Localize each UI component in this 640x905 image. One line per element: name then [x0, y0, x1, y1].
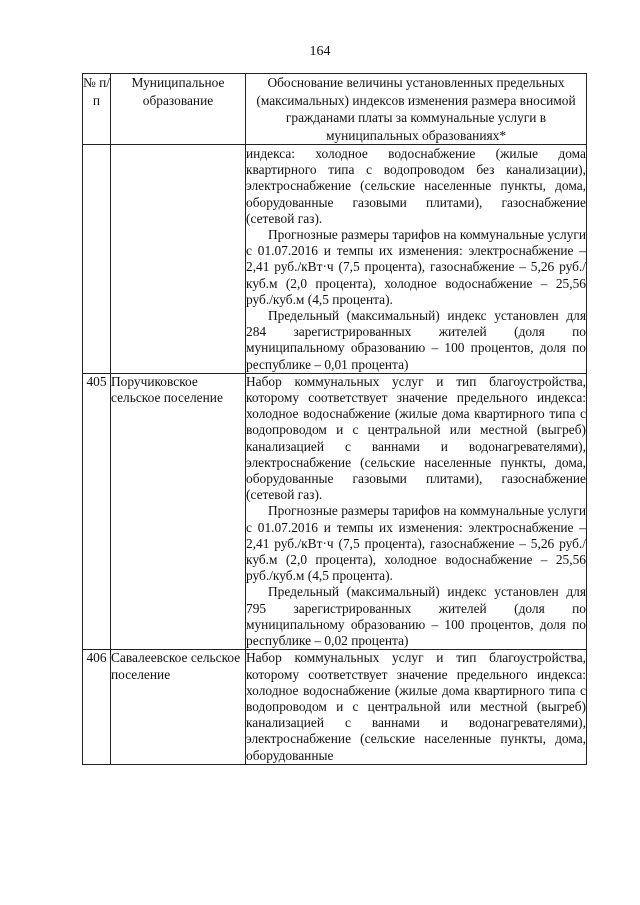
table-header-row: [83, 74, 587, 145]
row-justification: [246, 145, 587, 374]
row-number: [83, 145, 111, 374]
justification-paragraph: Прогнозные размеры тарифов на коммунальные услуги с 01.07.2016 и темпы их изменения: электроснабжение – 2,41 руб./кВт·ч (7,5 процента), газоснабжение – 5,26 руб./куб.м (2,0 процента), холодное водоснабжение – 25,56 руб./куб.м (4,5 процента).: [246, 227, 586, 307]
row-justification: [246, 373, 587, 649]
table-row: [83, 145, 587, 374]
justification-paragraph: Предельный (максимальный) индекс установлен для 795 зарегистрированных жителей (доля по муниципальному образованию – 100 процентов, доля по республике – 0,02 процента): [246, 584, 586, 649]
justification-paragraph: Набор коммунальных услуг и тип благоустройства, которому соответствует значение предельного индекса: холодное водоснабжение (жилые дома квартирного типа с водопроводом и с центральной или местной (выгреб) канализацией с ваннами и водонагревателями), электроснабжение (сельские населенные пункты, дома, оборудованные газовыми плитами), газоснабжение (сетевой газ).: [246, 373, 586, 503]
justification-paragraph: Прогнозные размеры тарифов на коммунальные услуги с 01.07.2016 и темпы их изменения: электроснабжение – 2,41 руб./кВт·ч (7,5 процента), газоснабжение – 5,26 руб./куб.м (2,0 процента), холодное водоснабжение – 25,56 руб./куб.м (4,5 процента).: [246, 503, 586, 584]
justification-paragraph: Предельный (максимальный) индекс установлен для 284 зарегистрированных жителей (доля по муниципальному образованию – 100 процентов, доля по республике – 0,01 процента): [246, 308, 586, 372]
table-row: [83, 373, 587, 649]
header-justification: Обоснование величины установленных предельных (максимальных) индексов изменения размера вносимой гражданами платы за коммунальные услуги в муниципальных образованиях*: [246, 74, 587, 145]
row-justification: [246, 650, 587, 764]
row-municipality: [111, 145, 246, 374]
table-row: [83, 650, 587, 764]
justification-paragraph: Набор коммунальных услуг и тип благоустройства, которому соответствует значение предельного индекса: холодное водоснабжение (жилые дома квартирного типа с водопроводом и с центральной или местной (выгреб) канализацией с ваннами и водонагревателями), электроснабжение (сельские населенные пункты, дома, оборудованные: [246, 650, 586, 763]
row-municipality: Савалеевское сельское поселение: [111, 650, 246, 764]
header-municipality: Муниципальное образование: [111, 74, 246, 145]
header-num: № п/п: [83, 74, 111, 145]
justification-paragraph: индекса: холодное водоснабжение (жилые дома квартирного типа с водопроводом без канализации), электроснабжение (сельские населенные пункты, дома, оборудованные газовыми плитами), газоснабжение (сетевой газ).: [246, 146, 586, 226]
row-municipality: Поручиковское сельское поселение: [111, 373, 246, 649]
row-number: 405: [83, 373, 111, 649]
page-number: 164: [309, 44, 331, 59]
tariff-index-table: [82, 73, 587, 765]
row-number: 406: [83, 650, 111, 764]
